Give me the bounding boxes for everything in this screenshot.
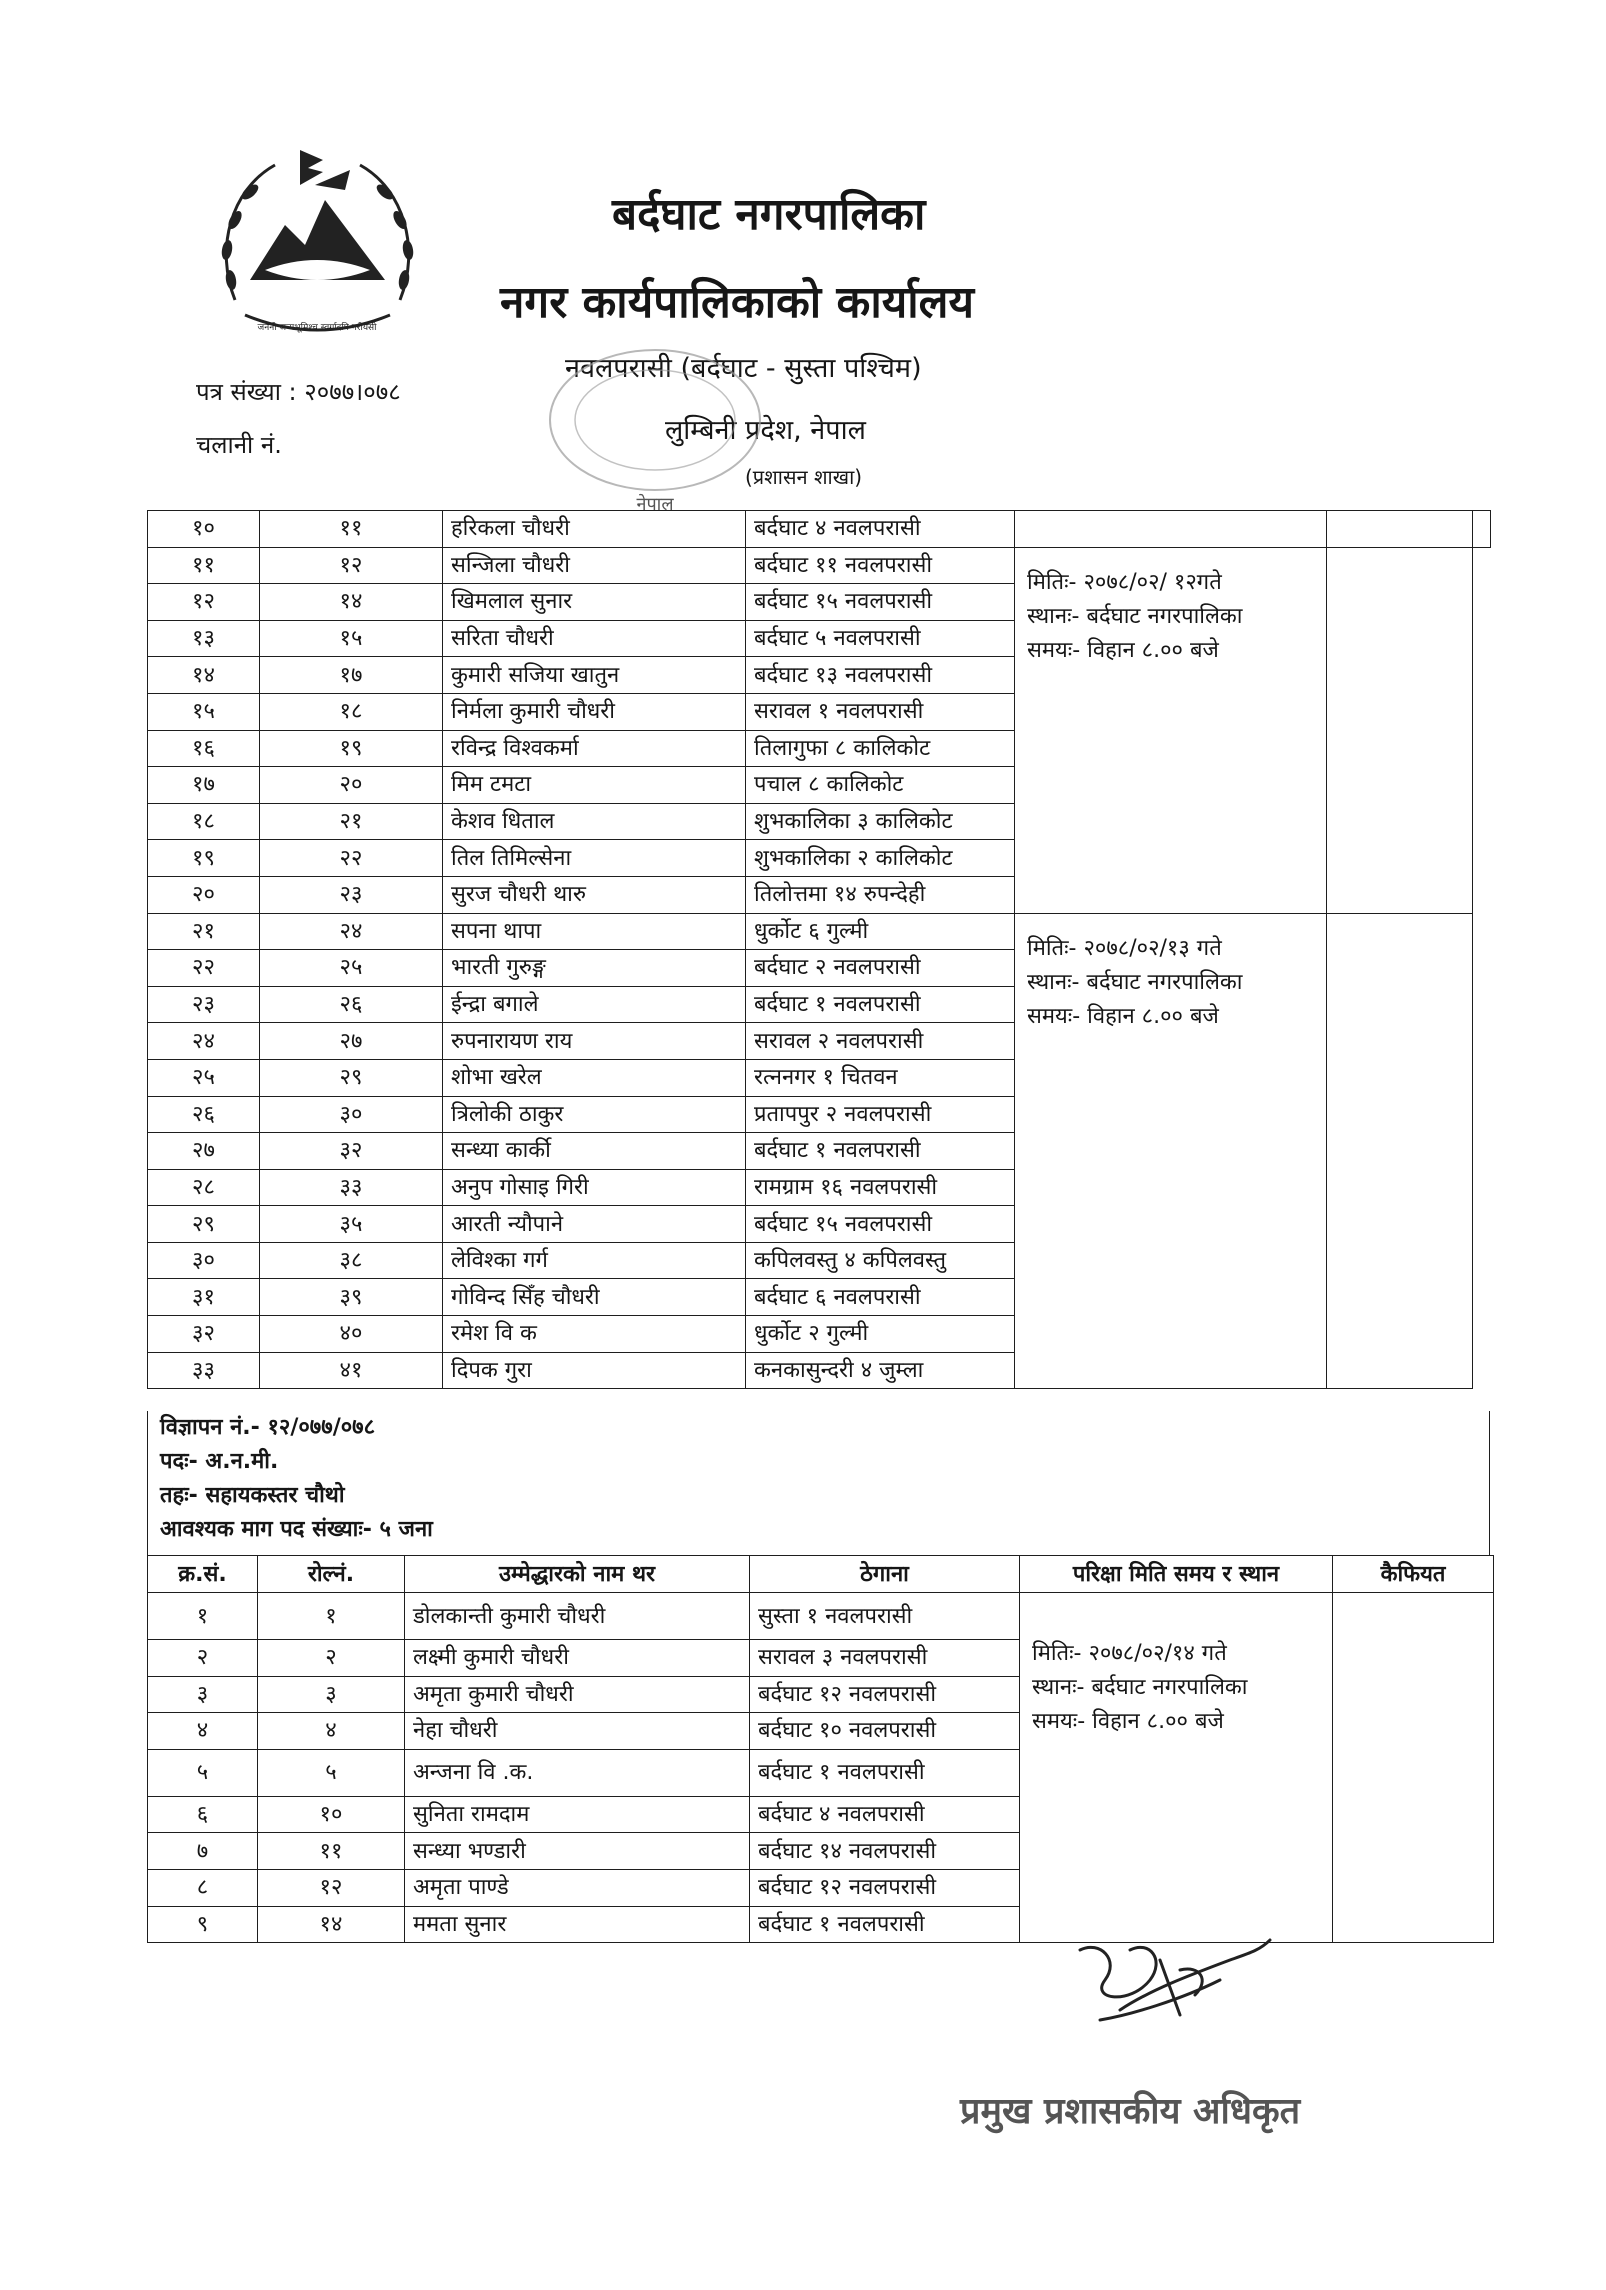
serial-cell: ७	[148, 1833, 258, 1870]
serial-cell: ४	[148, 1713, 258, 1750]
roll-cell: १७	[260, 657, 443, 694]
roll-cell: ३२	[260, 1133, 443, 1170]
name-cell: सन्ध्या कार्की	[443, 1133, 746, 1170]
name-cell: खिमलाल सुनार	[443, 584, 746, 621]
serial-cell: १९	[148, 840, 260, 877]
name-cell: अनुप गोसाइ गिरी	[443, 1169, 746, 1206]
post-level: तहः- सहायकस्तर चौथो	[160, 1483, 345, 1508]
exam-schedule-cell: मितिः- २०७८/०२/ १२गते स्थानः- बर्दघाट नगरपालिका समयः- विहान ८.०० बजे	[1015, 547, 1327, 913]
serial-cell: १६	[148, 730, 260, 767]
address-cell: सुस्ता १ नवलपरासी	[750, 1593, 1020, 1640]
roll-cell: २४	[260, 913, 443, 950]
roll-cell: ५	[258, 1749, 405, 1796]
name-cell: कुमारी सजिया खातुन	[443, 657, 746, 694]
name-cell: भारती गुरुङ्ग	[443, 950, 746, 987]
letter-number: पत्र संख्या : २०७७।०७८	[196, 378, 401, 406]
serial-cell: १०	[148, 511, 260, 548]
office-title: नगर कार्यपालिकाको कार्यालय	[500, 277, 974, 328]
remarks-cell	[1333, 1593, 1494, 1943]
roll-cell: २३	[260, 876, 443, 913]
serial-cell: ३	[148, 1676, 258, 1713]
address-cell: सरावल १ नवलपरासी	[746, 693, 1015, 730]
address-cell: शुभकालिका ३ कालिकोट	[746, 803, 1015, 840]
name-cell: सपना थापा	[443, 913, 746, 950]
name-cell: रविन्द्र विश्वकर्मा	[443, 730, 746, 767]
stamp-text: नेपाल	[636, 494, 674, 515]
name-cell: केशव धिताल	[443, 803, 746, 840]
serial-cell: २७	[148, 1133, 260, 1170]
serial-cell: २५	[148, 1059, 260, 1096]
address-cell: बर्दघाट ६ नवलपरासी	[746, 1279, 1015, 1316]
roll-cell: १९	[260, 730, 443, 767]
exam-schedule-cell: मितिः- २०७८/०२/१३ गते स्थानः- बर्दघाट नगरपालिका समयः- विहान ८.०० बजे	[1015, 913, 1327, 1389]
col-remarks: कैफियत	[1333, 1556, 1494, 1593]
roll-cell: २०	[260, 767, 443, 804]
roll-cell: ४	[258, 1713, 405, 1750]
roll-cell: २१	[260, 803, 443, 840]
col-address: ठेगाना	[750, 1556, 1020, 1593]
svg-text:जननी जन्मभूमिश्च स्वर्गादपि गर: जननी जन्मभूमिश्च स्वर्गादपि गरीयसी	[257, 323, 377, 333]
address-cell: बर्दघाट १ नवलपरासी	[746, 986, 1015, 1023]
roll-cell: ४१	[260, 1352, 443, 1389]
edge-cell	[1473, 547, 1491, 1389]
name-cell: गोविन्द सिँह चौधरी	[443, 1279, 746, 1316]
address-cell: बर्दघाट ४ नवलपरासी	[750, 1796, 1020, 1833]
advertisement-info	[147, 1411, 1490, 1555]
col-serial: क्र.सं.	[148, 1556, 258, 1593]
remarks-cell	[1327, 547, 1473, 913]
serial-cell: ३३	[148, 1352, 260, 1389]
table-header-row	[148, 1556, 1494, 1593]
name-cell: त्रिलोकी ठाकुर	[443, 1096, 746, 1133]
address-cell: रत्ननगर १ चितवन	[746, 1059, 1015, 1096]
name-cell: सन्जिला चौधरी	[443, 547, 746, 584]
name-cell: ममता सुनार	[405, 1906, 750, 1943]
name-cell: सरिता चौधरी	[443, 620, 746, 657]
name-cell: सुनिता रामदाम	[405, 1796, 750, 1833]
address-cell: कनकासुन्दरी ४ जुम्ला	[746, 1352, 1015, 1389]
address-cell: बर्दघाट २ नवलपरासी	[746, 950, 1015, 987]
name-cell: निर्मला कुमारी चौधरी	[443, 693, 746, 730]
name-cell: तिल तिमिल्सेना	[443, 840, 746, 877]
col-roll: रोल्नं.	[258, 1556, 405, 1593]
address-cell: बर्दघाट १५ नवलपरासी	[746, 1206, 1015, 1243]
address-cell: बर्दघाट १५ नवलपरासी	[746, 584, 1015, 621]
name-cell: नेहा चौधरी	[405, 1713, 750, 1750]
address-cell: बर्दघाट ४ नवलपरासी	[746, 511, 1015, 548]
serial-cell: १२	[148, 584, 260, 621]
candidate-table-1	[147, 510, 1491, 1389]
address-cell: बर्दघाट १ नवलपरासी	[746, 1133, 1015, 1170]
signature-icon	[1060, 1920, 1290, 2040]
roll-cell: ३८	[260, 1242, 443, 1279]
roll-cell: ३३	[260, 1169, 443, 1206]
serial-cell: २	[148, 1640, 258, 1677]
address-cell: धुर्कोट ६ गुल्मी	[746, 913, 1015, 950]
col-name: उम्मेद्धारको नाम थर	[405, 1556, 750, 1593]
name-cell: डोलकान्ती कुमारी चौधरी	[405, 1593, 750, 1640]
municipality-title: बर्दघाट नगरपालिका	[612, 189, 926, 240]
address-cell: रामग्राम १६ नवलपरासी	[746, 1169, 1015, 1206]
district-line: नवलपरासी (बर्दघाट - सुस्ता पश्चिम)	[565, 353, 922, 384]
name-cell: शोभा खरेल	[443, 1059, 746, 1096]
serial-cell: ६	[148, 1796, 258, 1833]
serial-cell: २३	[148, 986, 260, 1023]
name-cell: अन्जना वि .क.	[405, 1749, 750, 1796]
address-cell: तिलोत्तमा १४ रुपन्देही	[746, 876, 1015, 913]
dispatch-number: चलानी नं.	[196, 431, 282, 459]
address-cell: शुभकालिका २ कालिकोट	[746, 840, 1015, 877]
roll-cell: ३	[258, 1676, 405, 1713]
signer-title: प्रमुख प्रशासकीय अधिकृत	[960, 2090, 1301, 2132]
roll-cell: १०	[258, 1796, 405, 1833]
exam-cell	[1015, 511, 1327, 548]
serial-cell: १८	[148, 803, 260, 840]
remarks-cell	[1327, 913, 1473, 1389]
roll-cell: २	[258, 1640, 405, 1677]
roll-cell: २९	[260, 1059, 443, 1096]
address-cell: सरावल ३ नवलपरासी	[750, 1640, 1020, 1677]
roll-cell: २७	[260, 1023, 443, 1060]
serial-cell: ५	[148, 1749, 258, 1796]
exam-schedule-cell: मितिः- २०७८/०२/१४ गते स्थानः- बर्दघाट नगरपालिका समयः- विहान ८.०० बजे	[1020, 1593, 1333, 1943]
name-cell: हरिकला चौधरी	[443, 511, 746, 548]
province-line: लुम्बिनी प्रदेश, नेपाल	[665, 415, 866, 446]
serial-cell: ३०	[148, 1242, 260, 1279]
edge-cell	[1473, 511, 1491, 548]
roll-cell: ४०	[260, 1316, 443, 1353]
name-cell: रमेश वि क	[443, 1316, 746, 1353]
serial-cell: ३१	[148, 1279, 260, 1316]
roll-cell: ३९	[260, 1279, 443, 1316]
name-cell: लेविश्का गर्ग	[443, 1242, 746, 1279]
office-stamp-icon	[540, 340, 770, 515]
remarks-cell	[1327, 511, 1473, 548]
required-count: आवश्यक माग पद संख्याः- ५ जना	[160, 1517, 433, 1542]
table-row	[148, 913, 1491, 950]
name-cell: अमृता कुमारी चौधरी	[405, 1676, 750, 1713]
serial-cell: १५	[148, 693, 260, 730]
name-cell: दिपक गुरा	[443, 1352, 746, 1389]
roll-cell: १२	[258, 1869, 405, 1906]
roll-cell: १	[258, 1593, 405, 1640]
name-cell: लक्ष्मी कुमारी चौधरी	[405, 1640, 750, 1677]
roll-cell: १२	[260, 547, 443, 584]
roll-cell: ११	[258, 1833, 405, 1870]
post-name: पदः- अ.न.मी.	[160, 1449, 279, 1474]
name-cell: रुपनारायण राय	[443, 1023, 746, 1060]
roll-cell: १५	[260, 620, 443, 657]
serial-cell: २९	[148, 1206, 260, 1243]
candidate-table-2	[147, 1555, 1494, 1943]
address-cell: तिलागुफा ८ कालिकोट	[746, 730, 1015, 767]
roll-cell: १८	[260, 693, 443, 730]
name-cell: ईन्द्रा बगाले	[443, 986, 746, 1023]
serial-cell: २४	[148, 1023, 260, 1060]
roll-cell: २५	[260, 950, 443, 987]
name-cell: आरती न्यौपाने	[443, 1206, 746, 1243]
address-cell: बर्दघाट १ नवलपरासी	[750, 1906, 1020, 1943]
address-cell: बर्दघाट १३ नवलपरासी	[746, 657, 1015, 694]
serial-cell: २०	[148, 876, 260, 913]
roll-cell: २२	[260, 840, 443, 877]
ad-number: विज्ञापन नं.- १२/०७७/०७८	[160, 1415, 376, 1440]
address-cell: बर्दघाट १० नवलपरासी	[750, 1713, 1020, 1750]
branch-line: (प्रशासन शाखा)	[745, 465, 863, 489]
serial-cell: १७	[148, 767, 260, 804]
name-cell: सन्ध्या भण्डारी	[405, 1833, 750, 1870]
serial-cell: ८	[148, 1869, 258, 1906]
address-cell: कपिलवस्तु ४ कपिलवस्तु	[746, 1242, 1015, 1279]
address-cell: बर्दघाट ५ नवलपरासी	[746, 620, 1015, 657]
roll-cell: ३५	[260, 1206, 443, 1243]
serial-cell: २८	[148, 1169, 260, 1206]
roll-cell: १४	[258, 1906, 405, 1943]
address-cell: सरावल २ नवलपरासी	[746, 1023, 1015, 1060]
address-cell: बर्दघाट १४ नवलपरासी	[750, 1833, 1020, 1870]
serial-cell: २६	[148, 1096, 260, 1133]
address-cell: पचाल ८ कालिकोट	[746, 767, 1015, 804]
serial-cell: २१	[148, 913, 260, 950]
name-cell: मिम टमटा	[443, 767, 746, 804]
address-cell: बर्दघाट ११ नवलपरासी	[746, 547, 1015, 584]
roll-cell: ३०	[260, 1096, 443, 1133]
roll-cell: १४	[260, 584, 443, 621]
table-row	[148, 511, 1491, 548]
nepal-emblem-icon	[205, 130, 430, 345]
address-cell: बर्दघाट १२ नवलपरासी	[750, 1869, 1020, 1906]
serial-cell: ११	[148, 547, 260, 584]
col-exam: परिक्षा मिति समय र स्थान	[1020, 1556, 1333, 1593]
name-cell: अमृता पाण्डे	[405, 1869, 750, 1906]
address-cell: धुर्कोट २ गुल्मी	[746, 1316, 1015, 1353]
address-cell: बर्दघाट १२ नवलपरासी	[750, 1676, 1020, 1713]
address-cell: प्रतापपुर २ नवलपरासी	[746, 1096, 1015, 1133]
address-cell: बर्दघाट १ नवलपरासी	[750, 1749, 1020, 1796]
serial-cell: २२	[148, 950, 260, 987]
table-row	[148, 1593, 1494, 1640]
roll-cell: २६	[260, 986, 443, 1023]
serial-cell: १४	[148, 657, 260, 694]
serial-cell: ३२	[148, 1316, 260, 1353]
table-row	[148, 547, 1491, 584]
roll-cell: ११	[260, 511, 443, 548]
serial-cell: १३	[148, 620, 260, 657]
serial-cell: ९	[148, 1906, 258, 1943]
name-cell: सुरज चौधरी थारु	[443, 876, 746, 913]
serial-cell: १	[148, 1593, 258, 1640]
